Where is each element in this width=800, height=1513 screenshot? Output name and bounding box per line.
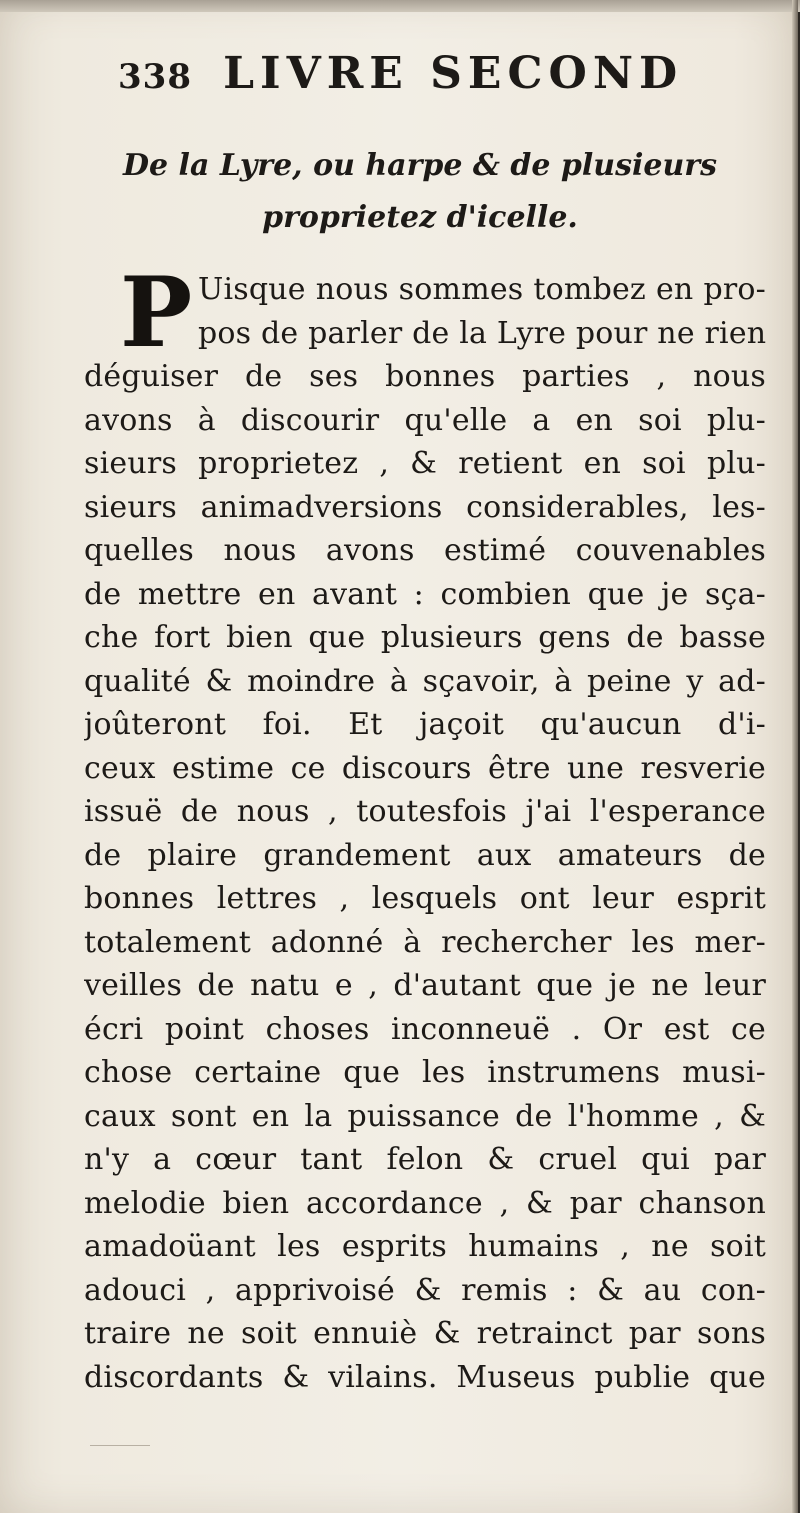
text-line: caux sont en la puissance de l'homme , & [84,1098,766,1134]
text-line: che fort bien que plusieurs gens de basse [84,620,766,655]
text-line: melodie bien accordance , & par chanson [84,1185,766,1221]
text-line: discordants & vilains. Museus publie que [84,1359,766,1395]
chapter-title-line-2: proprietez d'icelle. [262,200,578,235]
text-line: chose certaine que les instrumens musi- [84,1055,766,1090]
text-line: bonnes lettres , lesquels ont leur esprit [84,881,766,916]
text-line: écri point choses inconneuë . Or est ce [84,1011,766,1047]
text-line: sieurs animadversions considerables, les- [84,489,766,525]
text-line: amadoüant les esprits humains , ne soit [84,1229,766,1264]
text-line: qualité & moindre à sçavoir, à peine y ad- [84,663,766,699]
text-line: de plaire grandement aux amateurs de [84,837,766,873]
text-line: déguiser de ses bonnes parties , nous [84,359,766,394]
chapter-title-line-1: De la Lyre, ou harpe & de plusieurs [123,148,717,183]
running-head [118,48,684,108]
text-line: ceux estime ce discours être une resverie [84,750,766,786]
text-line: quelles nous avons estimé couvenables [84,533,766,568]
text-line: issuë de nous , toutesfois j'ai l'esperance [84,794,766,829]
page-top-edge [0,0,800,12]
text-line: sieurs proprietez , & retient en soi plu- [84,446,766,481]
text-line: veilles de natu e , d'autant que je ne leur [84,968,766,1003]
text-line: traire ne soit ennuiè & retrainct par sons [84,1316,766,1351]
page-number: 338 [118,57,192,97]
text-line: pos de parler de la Lyre pour ne rien [198,315,766,351]
text-line: de mettre en avant : combien que je sça- [84,576,766,612]
book-title: LIVRE SECOND [223,48,684,99]
text-line: avons à discourir qu'elle a en soi plu- [84,402,766,438]
text-line: Uisque nous sommes tombez en pro- [198,272,766,307]
page-right-edge [792,0,798,1513]
text-line: joûteront foi. Et jaçoit qu'aucun d'i- [84,707,766,742]
bottom-mark [90,1445,150,1446]
text-line: totalement adonné à rechercher les mer- [84,924,766,960]
text-line: adouci , apprivoisé & remis : & au con- [84,1272,766,1308]
chapter-title [120,140,720,244]
drop-cap: P [120,256,193,369]
text-line: n'y a cœur tant felon & cruel qui par [84,1142,766,1177]
body-paragraph [84,268,766,1399]
